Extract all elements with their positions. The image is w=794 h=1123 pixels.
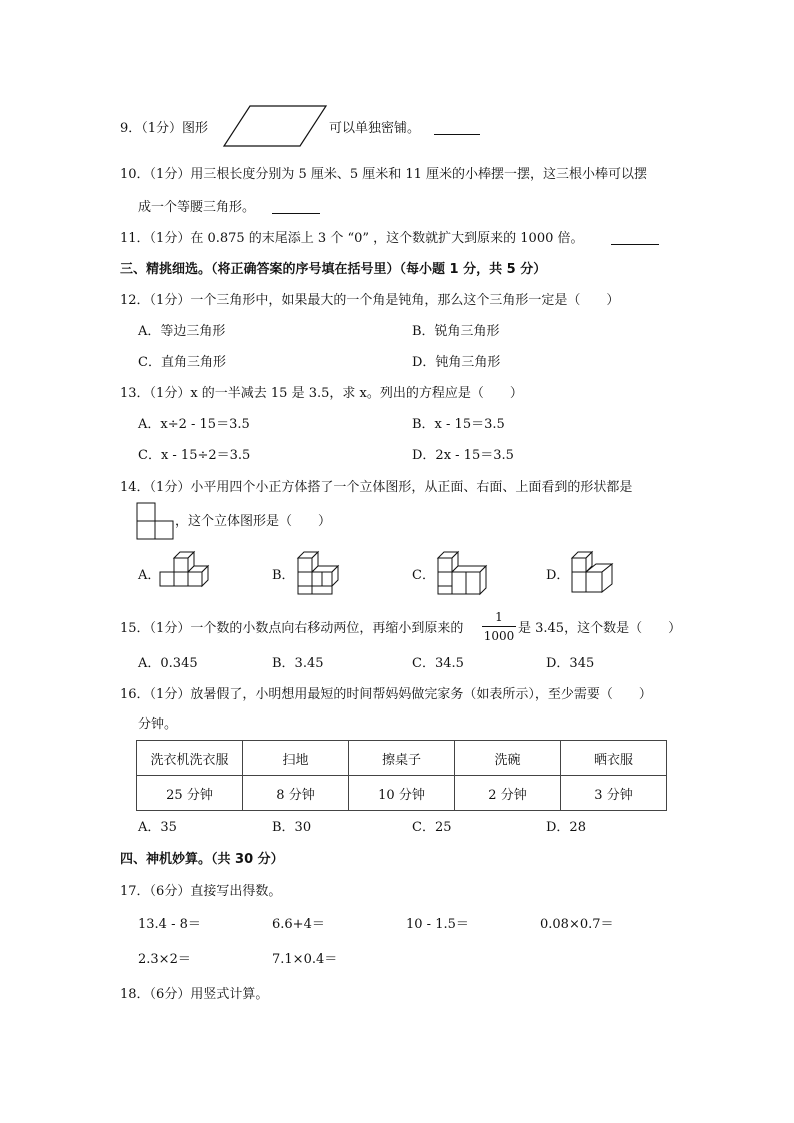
q12-option-b[interactable]: B．锐角三角形 [412, 324, 500, 339]
q14-option-c[interactable]: C． [412, 568, 435, 583]
q14-option-a[interactable]: A． [138, 568, 161, 583]
table-cell: 2 分钟 [455, 776, 561, 811]
q14-stem: 14．（1分）小平用四个小正方体搭了一个立体图形，从正面、右面、上面看到的形状都是 [120, 480, 633, 495]
q17-item: 10 - 1.5＝ [406, 917, 469, 932]
q16-option-b[interactable]: B．30 [272, 820, 312, 835]
q15-fraction [482, 610, 516, 643]
q17-item: 0.08×0.7＝ [540, 917, 614, 932]
q15-option-d[interactable]: D．345 [546, 656, 595, 671]
q15-fraction-numerator: 1 [482, 610, 516, 627]
q16-option-a[interactable]: A．35 [138, 820, 177, 835]
chores-table [136, 740, 667, 811]
q17-item: 2.3×2＝ [138, 952, 191, 967]
q16-line2: 分钟。 [138, 717, 178, 732]
q10-line1: 10．（1分）用三根长度分别为 5 厘米、5 厘米和 11 厘米的小棒摆一摆，这三根小棒可以摆 [120, 167, 648, 182]
q9-suffix: 可以单独密铺。 [329, 121, 421, 136]
table-cell: 10 分钟 [349, 776, 455, 811]
q15-fraction-denominator: 1000 [483, 629, 515, 643]
table-header-cell: 洗碗 [455, 741, 561, 776]
q14-option-a-cubes-figure [160, 548, 210, 596]
table-header-cell: 晒衣服 [561, 741, 667, 776]
q14-stem2: ，这个立体图形是（ ） [175, 514, 332, 529]
q13-stem: 13．（1分）x 的一半减去 15 是 3.5，求 x。列出的方程应是（ ） [120, 386, 523, 401]
q10-line2: 成一个等腰三角形。 [138, 200, 256, 215]
section4-title: 四、神机妙算。（共 30 分） [120, 852, 284, 867]
table-row [137, 741, 667, 776]
q14-option-d-cubes-figure [568, 548, 618, 596]
view-shape-figure [136, 502, 174, 540]
q16-option-d[interactable]: D．28 [546, 820, 586, 835]
q17-item: 6.6+4＝ [272, 917, 325, 932]
q18-stem: 18．（6分）用竖式计算。 [120, 987, 269, 1002]
q14-option-b[interactable]: B． [272, 568, 295, 583]
q12-option-d[interactable]: D．钝角三角形 [412, 355, 501, 370]
table-cell: 3 分钟 [561, 776, 667, 811]
q9-prefix: 9．（1分）图形 [120, 121, 209, 136]
q16-option-c[interactable]: C．25 [412, 820, 452, 835]
table-cell: 8 分钟 [243, 776, 349, 811]
q12-option-a[interactable]: A．等边三角形 [138, 324, 226, 339]
q16-line1: 16．（1分）放暑假了，小明想用最短的时间帮妈妈做完家务（如表所示），至少需要（ ） [120, 687, 652, 702]
q15-option-a[interactable]: A．0.345 [138, 656, 198, 671]
q14-option-c-cubes-figure [432, 548, 490, 596]
q12-option-c[interactable]: C．直角三角形 [138, 355, 226, 370]
table-header-cell: 擦桌子 [349, 741, 455, 776]
q11-answer-blank[interactable] [611, 232, 659, 245]
q11-text: 11．（1分）在 0.875 的末尾添上 3 个 “0” ，这个数就扩大到原来的 1000 倍。 [120, 231, 584, 246]
q15-prefix: 15．（1分）一个数的小数点向右移动两位，再缩小到原来的 [120, 621, 464, 636]
table-header-cell: 扫地 [243, 741, 349, 776]
q15-suffix: 是 3.45，这个数是（ ） [518, 621, 682, 636]
q13-option-b[interactable]: B．x - 15＝3.5 [412, 417, 505, 432]
q15-option-b[interactable]: B．3.45 [272, 656, 324, 671]
q17-item: 13.4 - 8＝ [138, 917, 201, 932]
section3-title: 三、精挑细选。（将正确答案的序号填在括号里）（每小题 1 分，共 5 分） [120, 262, 547, 277]
q12-stem: 12．（1分）一个三角形中，如果最大的一个角是钝角，那么这个三角形一定是（ ） [120, 293, 620, 308]
q17-item: 7.1×0.4＝ [272, 952, 338, 967]
table-row [137, 776, 667, 811]
table-cell: 25 分钟 [137, 776, 243, 811]
q14-option-b-cubes-figure [292, 548, 344, 596]
q9-answer-blank[interactable] [434, 122, 480, 135]
parallelogram-figure [222, 104, 328, 148]
q13-option-c[interactable]: C．x - 15÷2＝3.5 [138, 448, 251, 463]
q10-answer-blank[interactable] [272, 201, 320, 214]
q13-option-d[interactable]: D．2x - 15＝3.5 [412, 448, 514, 463]
q14-option-d[interactable]: D． [546, 568, 570, 583]
q15-option-c[interactable]: C．34.5 [412, 656, 464, 671]
q17-stem: 17．（6分）直接写出得数。 [120, 884, 282, 899]
q13-option-a[interactable]: A．x÷2 - 15＝3.5 [138, 417, 250, 432]
table-header-cell: 洗衣机洗衣服 [137, 741, 243, 776]
